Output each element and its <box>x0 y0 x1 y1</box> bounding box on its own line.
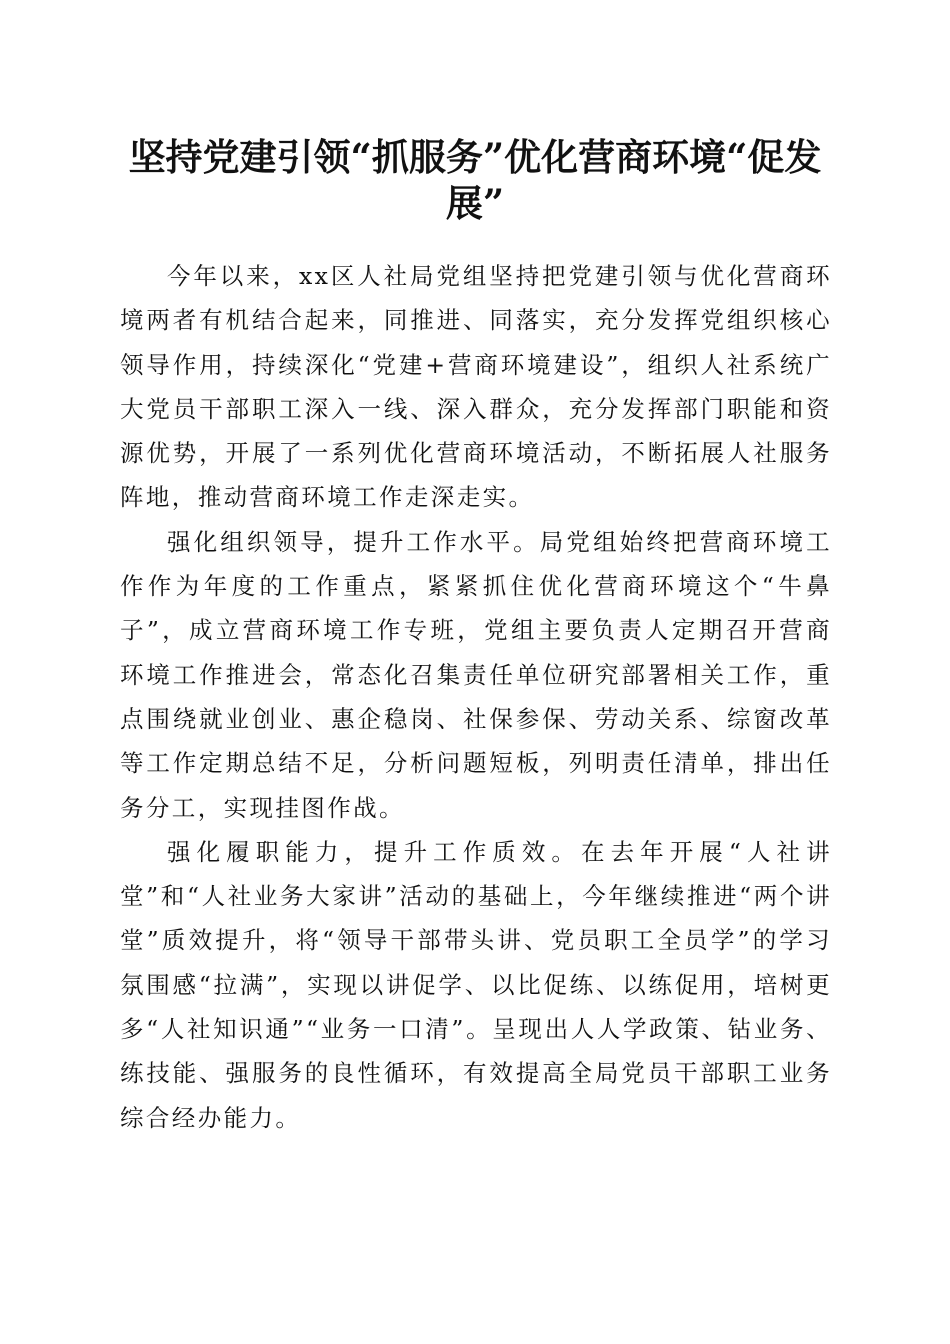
document-body <box>120 254 832 1140</box>
document-title: 坚持党建引领“抓服务”优化营商环境“促发展” <box>128 135 822 225</box>
paragraph-performance-capability: 强化履职能力，提升工作质效。在去年开展“人社讲堂”和“人社业务大家讲”活动的基础上，今年继续推进“两个讲堂”质效提升，将“领导干部带头讲、党员职工全员学”的学习氛围感“拉满”，实现以讲促学、以比促练、以练促用，培树更多“人社知识通”“业务一口清”。呈现出人人学政策、钻业务、练技能、强服务的良性循环，有效提高全局党员干部职工业务综合经办能力。 <box>120 837 832 1132</box>
paragraph-organization-leadership: 强化组织领导，提升工作水平。局党组始终把营商环境工作作为年度的工作重点，紧紧抓住优化营商环境这个“牛鼻子”，成立营商环境工作专班，党组主要负责人定期召开营商环境工作推进会，常态化召集责任单位研究部署相关工作，重点围绕就业创业、惠企稳岗、社保参保、劳动关系、综窗改革等工作定期总结不足，分析问题短板，列明责任清单，排出任务分工，实现挂图作战。 <box>120 527 832 822</box>
paragraph-intro: 今年以来，xx区人社局党组坚持把党建引领与优化营商环境两者有机结合起来，同推进、同落实，充分发挥党组织核心领导作用，持续深化“党建+营商环境建设”，组织人社系统广大党员干部职工深入一线、深入群众，充分发挥部门职能和资源优势，开展了一系列优化营商环境活动，不断拓展人社服务阵地，推动营商环境工作走深走实。 <box>120 262 832 512</box>
